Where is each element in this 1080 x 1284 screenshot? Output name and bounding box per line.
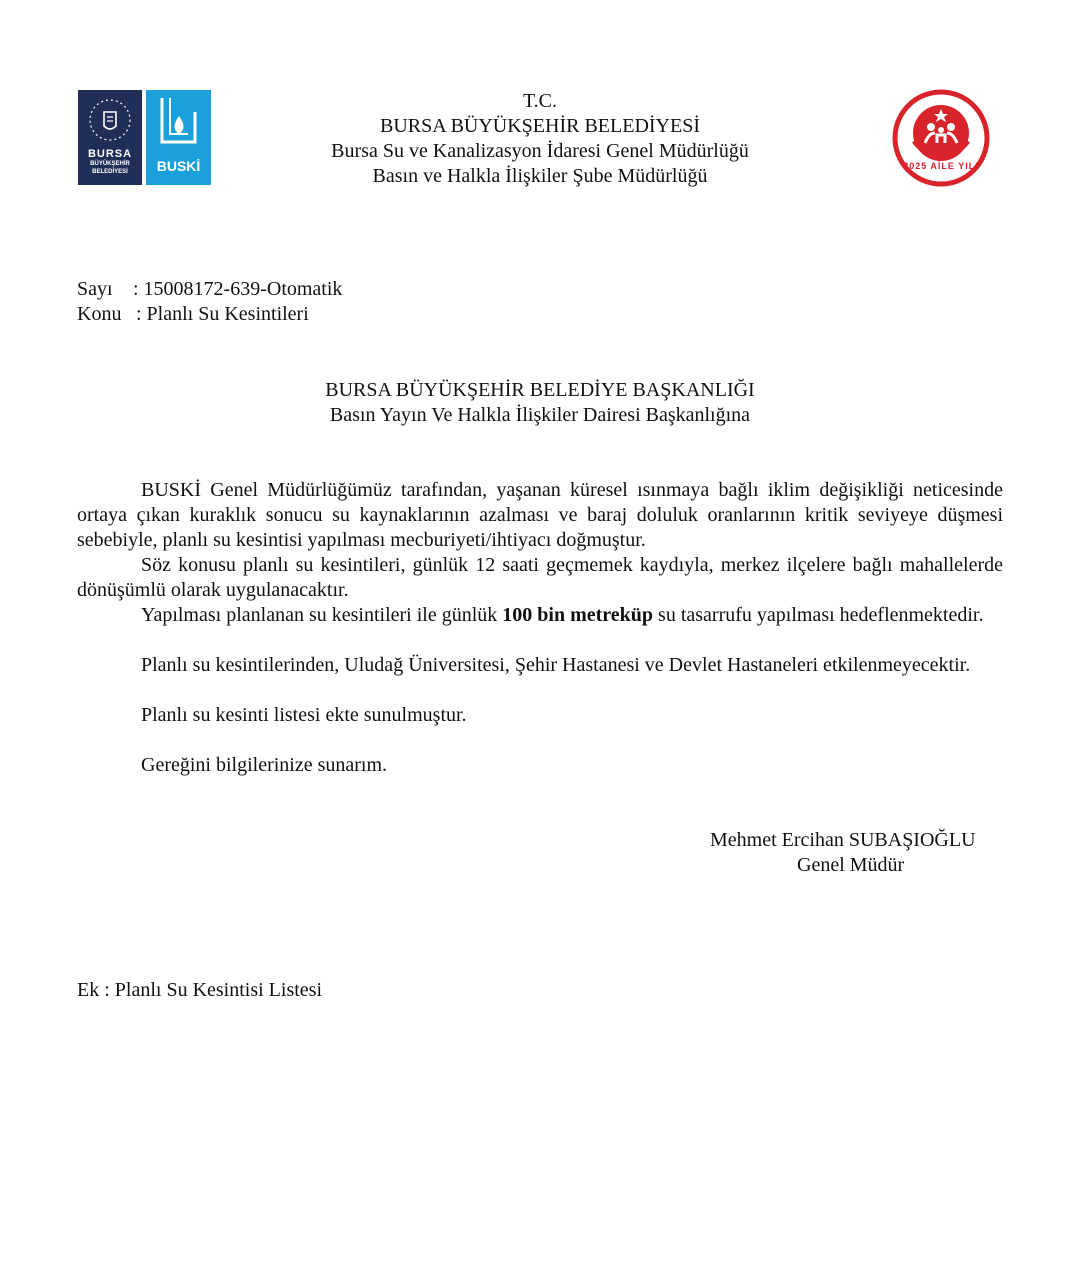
paragraph-1: BUSKİ Genel Müdürlüğümüz tarafından, yaşanan küresel ısınmaya bağlı iklim değişikliği neticesinde ortaya çıkan kuraklık sonucu su kaynaklarının azalması ve baraj doluluk oranlarının kritik seviyeye düşmesi sebebiyle, planlı su kesintisi yapılması mecburiyeti/ihtiyacı doğmuştur. [77, 479, 1003, 551]
bursa-logo-line3: BELEDİYESİ [92, 169, 128, 175]
konu-value: : Planlı Su Kesintileri [136, 303, 309, 325]
signatory-name: Mehmet Ercihan SUBAŞIOĞLU [710, 829, 976, 851]
paragraph-2: Söz konusu planlı su kesintileri, günlük 12 saati geçmemek kaydıyla, merkez ilçelere bağlı mahallelerde dönüşümlü olarak uygulanacaktır. [77, 554, 1003, 601]
sayi-row [77, 277, 342, 302]
bursa-logo-line2: BÜYÜKŞEHİR [90, 161, 130, 167]
sayi-value: : 15008172-639-Otomatik [133, 278, 343, 300]
paragraph-3-before: Yapılması planlanan su kesintileri ile günlük [141, 604, 503, 626]
header-line-municipality: BURSA BÜYÜKŞEHİR BELEDİYESİ [379, 115, 701, 137]
recipient-line2: Basın Yayın Ve Halkla İlişkiler Dairesi Başkanlığına [329, 404, 751, 426]
signatory-title: Genel Müdür [797, 854, 905, 876]
sayi-label: Sayı [77, 278, 113, 300]
closing-line: Gereğini bilgilerinize sunarım. [141, 754, 388, 776]
paragraph-4: Planlı su kesintilerinden, Uludağ Üniversitesi, Şehir Hastanesi ve Devlet Hastaneleri etkilenmeyecektir. [141, 654, 971, 676]
paragraph-5: Planlı su kesinti listesi ekte sunulmuştur. [141, 704, 467, 726]
buski-logo-text: BUSKİ [156, 158, 201, 174]
paragraph-3 [77, 603, 1003, 628]
paragraph-3-after: su tasarrufu yapılması hedeflenmektedir. [653, 604, 984, 626]
recipient-line1: BURSA BÜYÜKŞEHİR BELEDİYE BAŞKANLIĞI [325, 379, 755, 401]
konu-row [77, 302, 309, 327]
header-line-buski: Bursa Su ve Kanalizasyon İdaresi Genel Müdürlüğü [331, 140, 749, 162]
bursa-logo-line1: BURSA [87, 148, 133, 160]
letterhead [0, 89, 1080, 189]
header-line-tc: T.C. [522, 90, 558, 112]
header-line-department: Basın ve Halkla İlişkiler Şube Müdürlüğü [372, 165, 708, 187]
badge-year-text: 2025 AİLE YILI [903, 161, 979, 171]
konu-label: Konu [77, 303, 122, 325]
attachment-note: Ek : Planlı Su Kesintisi Listesi [77, 979, 323, 1001]
paragraph-3-bold: 100 bin metreküp [502, 604, 654, 626]
recipient [0, 378, 1080, 428]
